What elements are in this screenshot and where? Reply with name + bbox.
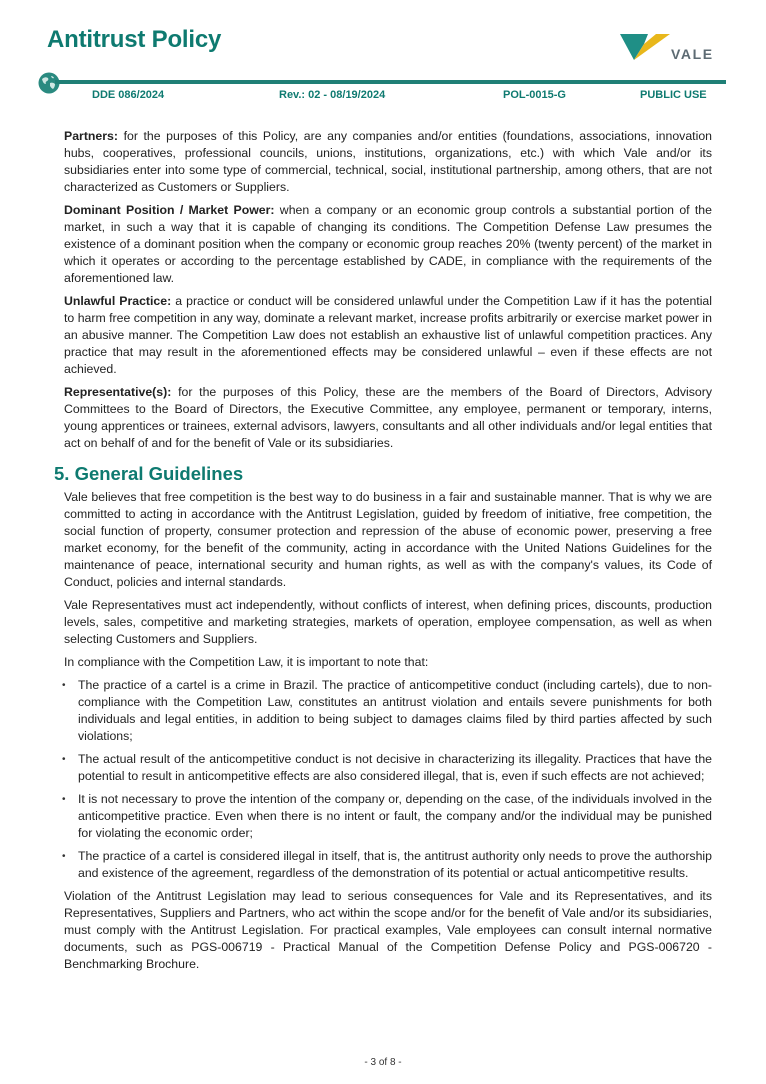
document-title: Antitrust Policy [47, 26, 222, 53]
definition-text: for the purposes of this Policy, these are the members of the Board of Directors, Advisory Committees to the Board of Directors, the Executive Committee, any employee, permanent or temporary, interns, young apprentices or trainees, external advisors, lawyers, consultants and all other individuals and/or legal entities that act on behalf of and for the benefit of Vale or its subsidiaries. [64, 385, 712, 450]
page-body [54, 128, 712, 979]
definition-text: a practice or conduct will be considered unlawful under the Competition Law if it has the potential to harm free competition in any way, dominate a relevant market, increase profits arbitrarily or exercise market power in an abusive manner. The Competition Law does not establish an exhaustive list of unlawful competition practices. Any practice that may result in the aforementioned effects may be considered unlawful – even if these effects are not achieved. [64, 294, 712, 376]
section-heading: 5. General Guidelines [54, 463, 244, 484]
definition-paragraph [64, 384, 712, 452]
definition-term: Partners: [64, 129, 118, 143]
list-item: • It is not necessary to prove the intention of the company or, depending on the case, of the individuals involved in the anticompetitive practice. Even when there is no intent or fault, the company and/or the individual may be punished for violating the economic order; [64, 791, 712, 842]
definition-term: Dominant Position / Market Power: [64, 203, 275, 217]
closing-paragraph: Violation of the Antitrust Legislation may lead to serious consequences for Vale and its Representatives, and its Representatives, Suppliers and Partners, who act within the scope and/or for the benefit of Vale and/or its subsidiaries, must comply with the Antitrust Legislation. For practical examples, Vale employees can consult internal normative documents, such as PGS-006719 - Practical Manual of the Competition Defense Policy and PGS-006720 - Benchmarking Brochure. [64, 889, 712, 971]
definition-paragraph [64, 202, 712, 287]
body-paragraph: Vale Representatives must act independently, without conflicts of interest, when defining prices, discounts, production levels, sales, competitive and marketing strategies, markets of operation, employee compensation, as well as when selecting Customers and Suppliers. [64, 598, 712, 646]
definition-text: when a company or an economic group controls a substantial portion of the market, in such a way that it is capable of changing its conditions. The Competition Defense Law presumes the existence of a dominant position when the company or economic group reaches 20% (twenty percent) of the market in which it operates or according to the percentage established by CADE, in compliance with the requirements of the aforementioned law. [64, 203, 712, 285]
definition-paragraph [64, 293, 712, 378]
policy-code: POL-0015-G [503, 89, 566, 101]
page-number: - 3 of 8 - [364, 1057, 402, 1068]
body-paragraph: Vale believes that free competition is the best way to do business in a fair and sustainable manner. That is why we are committed to acting in accordance with the Antitrust Legislation, guided by freedom of initiative, free competition, the social function of property, consumer protection and repression of the abuse of economic power, preserving a free market economy, for the benefit of the community, acting in accordance with the United Nations Guidelines for the maintenance of peace, international security and human rights, as well as with the company's values, its Code of Conduct, policies and internal standards. [64, 490, 712, 589]
guideline-list [64, 677, 712, 882]
revision: Rev.: 02 - 08/19/2024 [279, 89, 386, 101]
definition-paragraph [64, 128, 712, 196]
definition-text: for the purposes of this Policy, are any companies and/or entities (foundations, associations, innovation hubs, cooperatives, professional councils, unions, institutions, organizations, etc.) with which Vale and/or its subsidiaries enter into some type of commercial, technical, social, institutional partnership, among others, that are not characterized as Customers or Suppliers. [64, 129, 712, 194]
definition-term: Unlawful Practice: [64, 294, 172, 308]
doc-id: DDE 086/2024 [92, 89, 165, 101]
classification: PUBLIC USE [640, 89, 707, 101]
list-item: • The practice of a cartel is considered illegal in itself, that is, the antitrust authority only needs to prove the authorship and existence of the agreement, regardless of the demonstration of its potential or actual anticompetitive results. [64, 848, 712, 882]
body-paragraph: In compliance with the Competition Law, it is important to note that: [64, 655, 429, 669]
definition-term: Representative(s): [64, 385, 172, 399]
header-rule [55, 80, 726, 84]
logo-wordmark: VALE [671, 46, 714, 62]
list-item: • The actual result of the anticompetitive conduct is not decisive in characterizing its illegality. Practices that have the potential to result in anticompetitive effects are also considered illegal, that is, even if such effects are not achieved; [64, 751, 712, 785]
list-item: • The practice of a cartel is a crime in Brazil. The practice of anticompetitive conduct (including cartels), due to non-compliance with the Competition Law, constitutes an antitrust violation and entails severe punishments for both individuals and legal entities, in addition to being subject to damages claims filed by third parties affected by such violations; [64, 677, 712, 745]
